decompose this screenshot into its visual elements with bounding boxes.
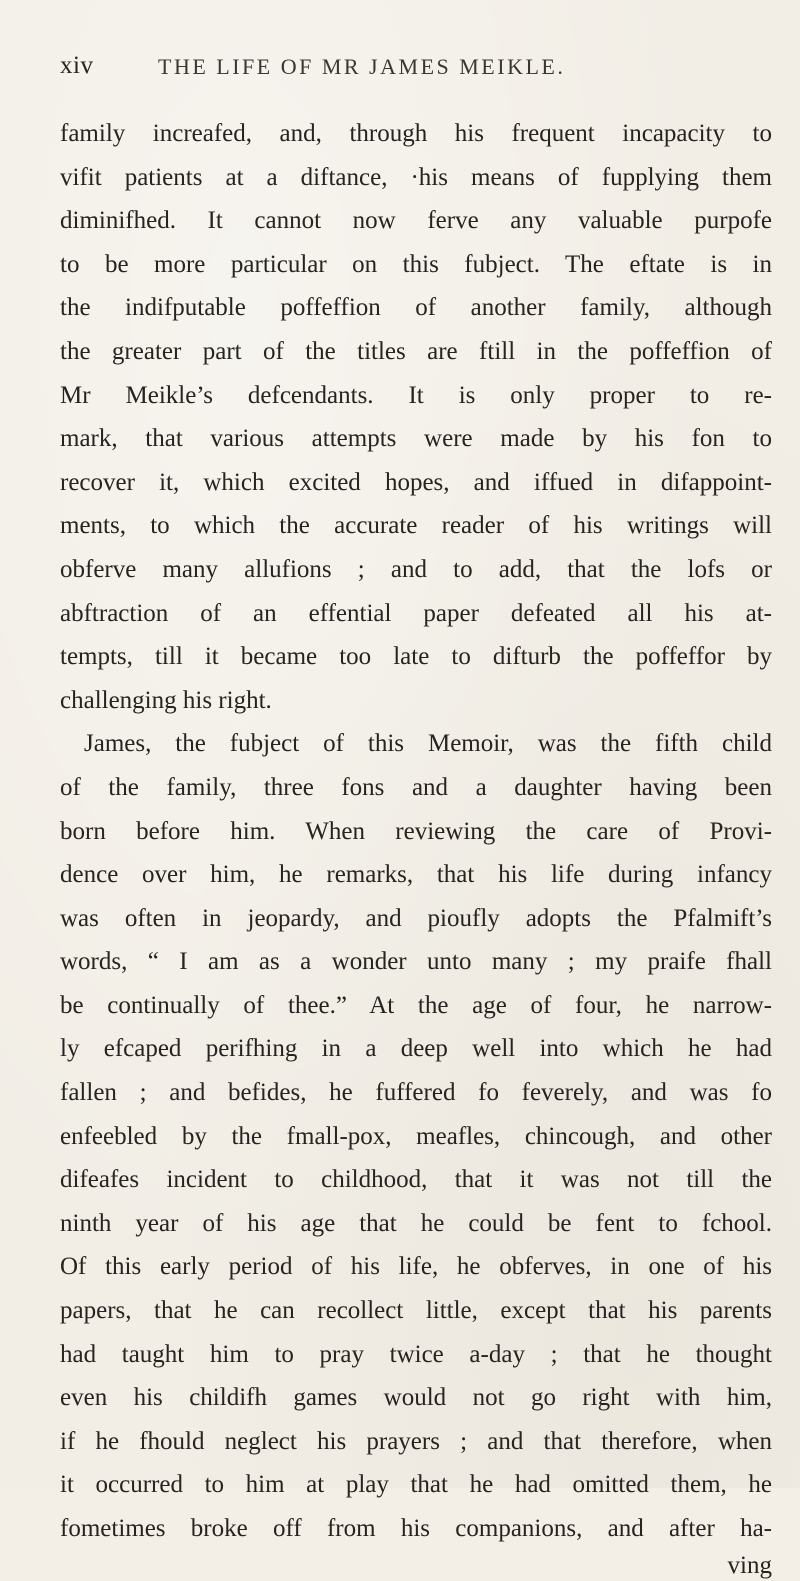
- text-line: it occurred to him at play that he had omitted them, he: [60, 1471, 772, 1499]
- text-line: the indifputable poffeffion of another family, although: [60, 294, 772, 322]
- text-line: be continually of thee.” At the age of four, he narrow-: [60, 991, 772, 1019]
- text-line: enfeebled by the fmall-pox, meafles, chincough, and other: [60, 1122, 772, 1150]
- text-line: dence over him, he remarks, that his life during infancy: [60, 861, 772, 889]
- text-line: vifit patients at a diftance, ·his means of fupplying them: [60, 163, 772, 191]
- page-number: xiv: [60, 52, 94, 79]
- text-line: Of this early period of his life, he obferves, in one of his: [60, 1253, 772, 1281]
- text-line: ly efcaped perifhing in a deep well into which he had: [60, 1035, 772, 1063]
- text-line: papers, that he can recollect little, except that his parents: [60, 1297, 772, 1325]
- text-line: to be more particular on this fubject. The eftate is in: [60, 250, 772, 278]
- text-line: family increafed, and, through his frequent incapacity to: [60, 120, 772, 147]
- text-line: tempts, till it became too late to difturb the poffeffor by: [60, 643, 772, 671]
- text-line: recover it, which excited hopes, and iffued in difappoint-: [60, 468, 772, 496]
- text-line: had taught him to pray twice a-day ; that he thought: [60, 1340, 772, 1368]
- text-line: ninth year of his age that he could be fent to fchool.: [60, 1209, 772, 1237]
- text-line: the greater part of the titles are ftill in the poffeffion of: [60, 337, 772, 365]
- text-line: Mr Meikle’s defcendants. It is only proper to re-: [60, 381, 772, 409]
- text-line: words, “ I am as a wonder unto many ; my praife fhall: [60, 948, 772, 976]
- text-line: obferve many allufions ; and to add, that the lofs or: [60, 555, 772, 583]
- text-line: if he fhould neglect his prayers ; and that therefore, when: [60, 1427, 772, 1455]
- text-line: diminifhed. It cannot now ferve any valuable purpofe: [60, 207, 772, 235]
- catchword: ving: [727, 1551, 772, 1579]
- text-line: James, the fubject of this Memoir, was the fifth child: [84, 730, 772, 758]
- text-line: ments, to which the accurate reader of his writings will: [60, 512, 772, 540]
- text-line: even his childifh games would not go right with him,: [60, 1384, 772, 1412]
- text-line: difeafes incident to childhood, that it was not till the: [60, 1166, 772, 1194]
- page-header: [60, 52, 760, 82]
- text-line: challenging his right.: [60, 686, 272, 714]
- text-line: fometimes broke off from his companions, and after ha-: [60, 1515, 772, 1542]
- text-line: of the family, three fons and a daughter having been: [60, 773, 772, 801]
- text-line: mark, that various attempts were made by his fon to: [60, 425, 772, 453]
- text-line: born before him. When reviewing the care of Provi-: [60, 817, 772, 845]
- text-line: was often in jeopardy, and pioufly adopts the Pfalmift’s: [60, 904, 772, 932]
- text-line: abftraction of an effential paper defeated all his at-: [60, 599, 772, 627]
- body-text: [60, 112, 772, 1581]
- text-line: fallen ; and befides, he fuffered fo feverely, and was fo: [60, 1079, 772, 1107]
- running-head: THE LIFE OF MR JAMES MEIKLE.: [158, 54, 566, 79]
